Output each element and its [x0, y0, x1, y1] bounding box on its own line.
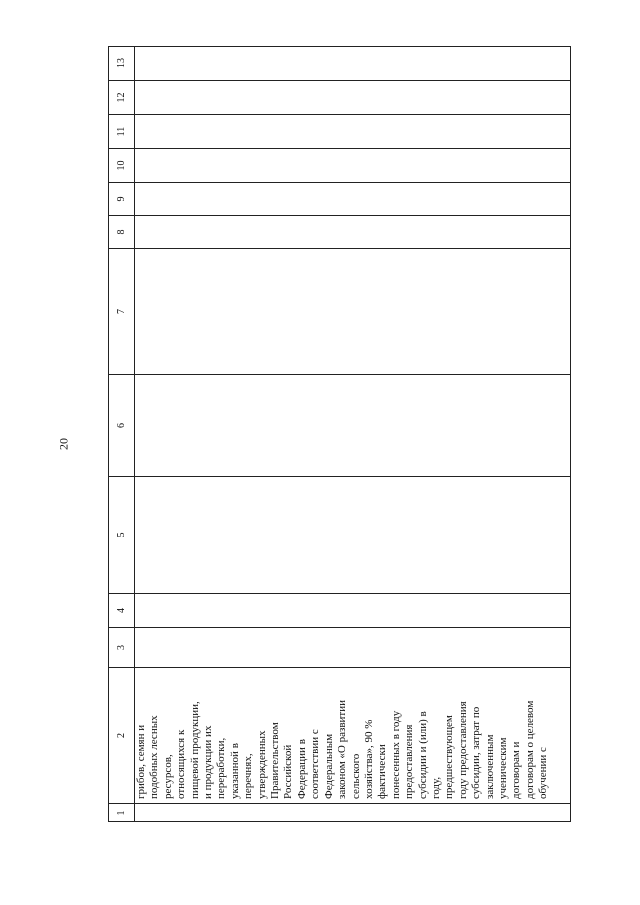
text-line: ресурсов, — [161, 754, 174, 799]
data-table — [108, 46, 571, 822]
text-line: году, — [429, 776, 442, 799]
body-cell-10 — [134, 149, 571, 183]
text-line: предшествующем — [443, 715, 456, 799]
header-cell-5: 5 — [108, 477, 134, 594]
header-cell-2: 2 — [108, 668, 134, 804]
body-cell-2 — [134, 668, 571, 804]
text-line: заключенным — [483, 734, 496, 799]
text-line: указанной в — [228, 743, 241, 799]
header-cell-1: 1 — [115, 810, 127, 816]
header-cell-4: 4 — [108, 594, 134, 628]
body-cell-13 — [134, 46, 571, 81]
text-line: ученическим — [496, 737, 509, 799]
text-line: переработки, — [215, 737, 228, 799]
text-line: и продукции их — [202, 725, 215, 799]
body-cell-7 — [134, 249, 571, 375]
header-cell-6: 6 — [108, 375, 134, 477]
text-line: субсидии, затрат по — [470, 706, 483, 799]
text-line: предоставления — [403, 724, 416, 799]
body-cell-5 — [134, 477, 571, 594]
text-line: сельского — [349, 753, 362, 799]
text-line: Федеральным — [322, 733, 335, 799]
text-line: договорам и — [510, 741, 523, 799]
body-cell-2-text — [135, 671, 551, 799]
text-line: подобных лесных — [148, 715, 161, 799]
header-cell-11: 11 — [108, 115, 134, 149]
table-row — [134, 46, 571, 822]
body-cell-11 — [134, 115, 571, 149]
page-number-text: 20 — [56, 438, 71, 450]
body-cell-1 — [134, 804, 571, 822]
text-line: относящихся к — [175, 729, 188, 799]
text-line: субсидии и (или) в — [416, 711, 429, 799]
text-line: пищевой продукции, — [188, 701, 201, 799]
text-line: законом «О развитии — [336, 700, 349, 799]
text-line: году предоставления — [456, 701, 469, 799]
text-line: обучении с — [537, 747, 550, 799]
header-cell-12: 12 — [108, 81, 134, 115]
text-line: Федерации в — [295, 739, 308, 799]
text-line: фактически — [376, 744, 389, 799]
body-cell-9 — [134, 183, 571, 216]
body-cell-8 — [134, 216, 571, 249]
text-line: хозяйства», 90 % — [362, 719, 375, 799]
header-cell-10: 10 — [108, 149, 134, 183]
header-cell-9: 9 — [108, 183, 134, 216]
body-cell-6 — [134, 375, 571, 477]
header-cell-7: 7 — [108, 249, 134, 375]
header-cell-3: 3 — [108, 628, 134, 668]
body-cell-4 — [134, 594, 571, 628]
text-line: перечнях, — [242, 753, 255, 799]
text-line: Правительством — [269, 722, 282, 799]
text-line: понесенных в году — [389, 710, 402, 799]
text-line: соответствии с — [309, 729, 322, 799]
table-header-row — [108, 46, 134, 822]
text-line: Российской — [282, 744, 295, 799]
text-line: договорам о целевом — [523, 700, 536, 799]
header-cell-13: 13 — [108, 46, 134, 81]
header-cell-8: 8 — [108, 216, 134, 249]
text-line: грибов, семян и — [135, 724, 147, 799]
body-cell-12 — [134, 81, 571, 115]
text-line: утвержденных — [255, 730, 268, 799]
body-cell-3 — [134, 628, 571, 668]
